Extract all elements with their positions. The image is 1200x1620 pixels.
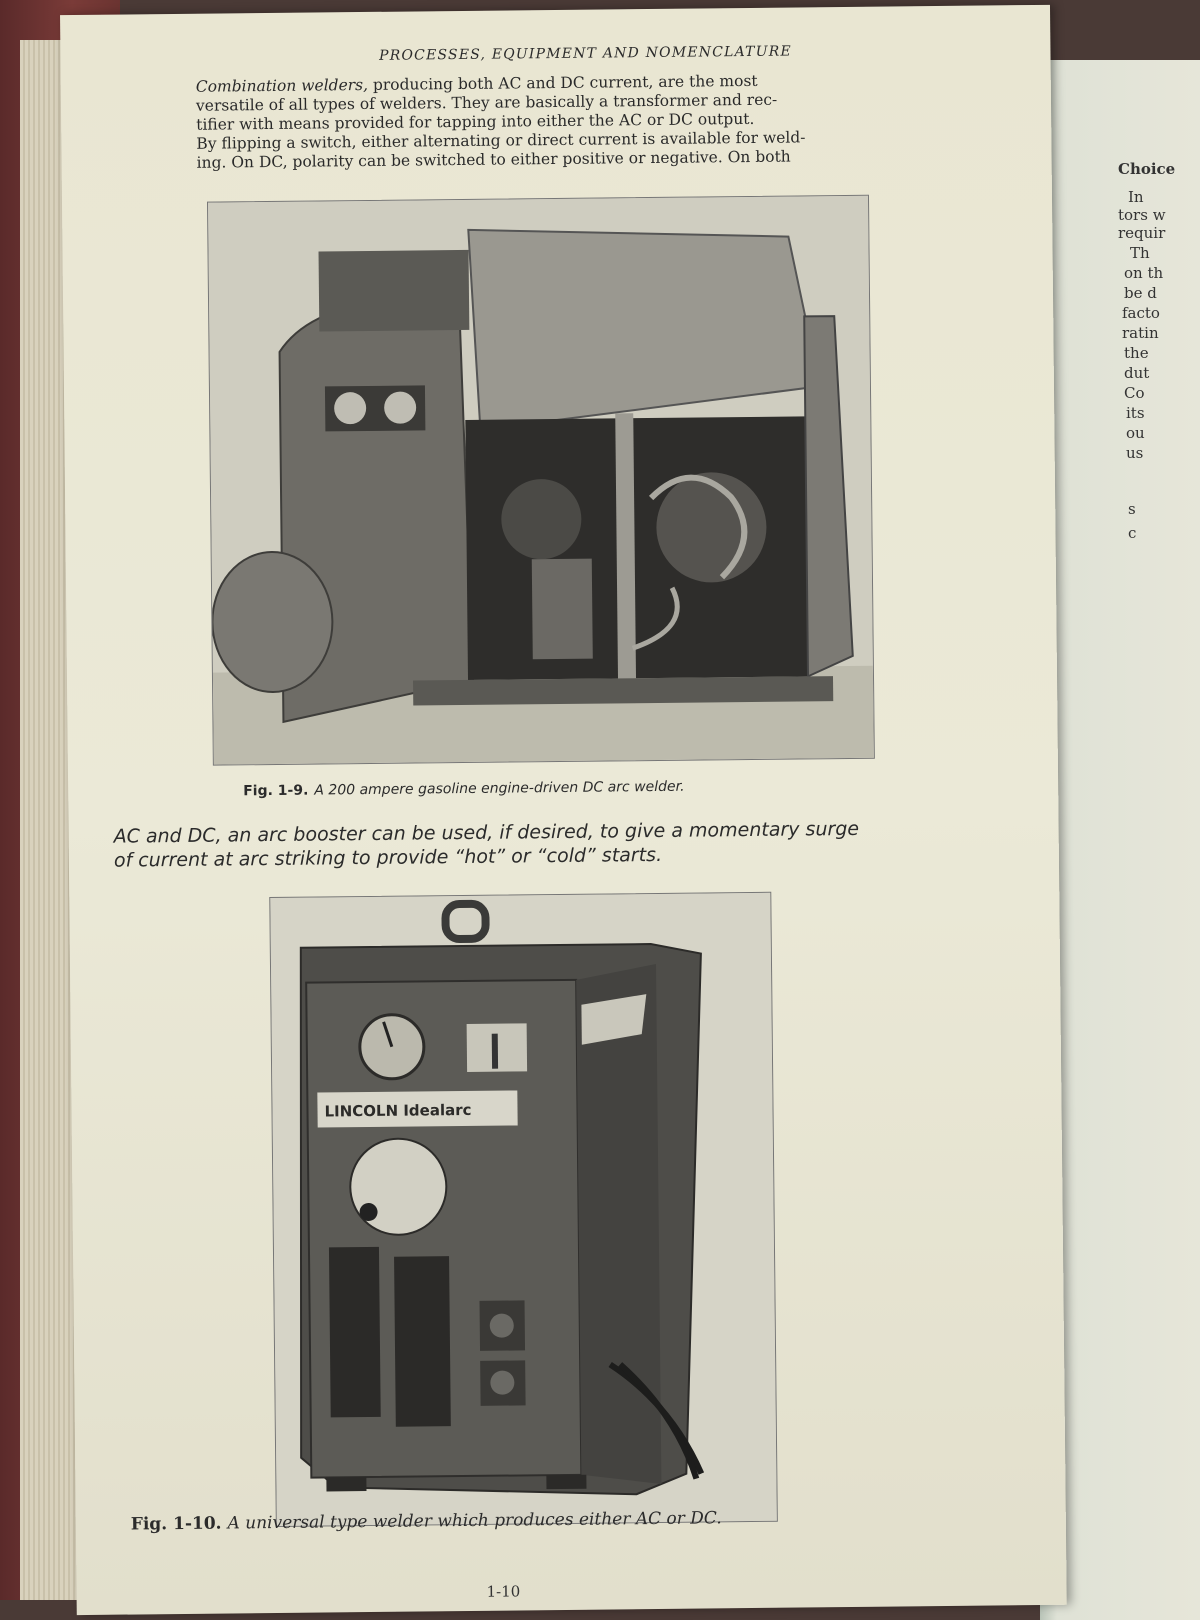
facing-page-fragment: us	[1126, 444, 1144, 462]
facing-page-fragment: on th	[1124, 264, 1164, 282]
paragraph-line: tifier with means provided for tapping into either the AC or DC output.	[196, 109, 755, 134]
figure-engine-driven-welder-photo	[207, 195, 875, 766]
facing-page-fragment: Choice	[1118, 160, 1176, 178]
universal-welder-illustration	[270, 893, 777, 1526]
facing-page-fragment: requir	[1118, 224, 1166, 242]
paragraph-line: AC and DC, an arc booster can be used, if desired, to give a momentary surge	[113, 817, 860, 848]
facing-page-fragment: ratin	[1122, 324, 1159, 342]
facing-page-fragment: dut	[1124, 364, 1150, 382]
facing-page-fragment: ou	[1126, 424, 1145, 442]
figure-caption-text: A 200 ampere gasoline engine-driven DC arc welder.	[314, 778, 685, 799]
line-text: producing both AC and DC current, are the most	[367, 71, 758, 94]
facing-page-fragment: be d	[1124, 284, 1157, 302]
paragraph-line: ing. On DC, polarity can be switched to either positive or negative. On both	[196, 147, 791, 172]
facing-page-fragment: Co	[1124, 384, 1145, 402]
italic-term: Combination welders,	[195, 75, 369, 96]
facing-page-fragment: its	[1126, 404, 1145, 422]
figure-universal-welder-photo	[269, 892, 778, 1527]
figure-1-10-caption	[131, 1508, 722, 1534]
welder-nameplate: LINCOLN Idealarc	[324, 1100, 472, 1121]
middle-paragraph	[114, 815, 1024, 873]
page-number: 1-10	[486, 1582, 521, 1601]
figure-caption-text: A universal type welder which produces either AC or DC.	[227, 1508, 722, 1534]
facing-page-fragment: Th	[1130, 244, 1150, 262]
facing-page-fragment: c	[1128, 524, 1137, 542]
figure-label: Fig. 1-10.	[130, 1513, 222, 1535]
top-paragraph	[196, 70, 977, 173]
figure-1-9-caption	[243, 779, 685, 800]
engine-welder-illustration	[208, 196, 874, 765]
paragraph-line: versatile of all types of welders. They are basically a transformer and rec-	[195, 90, 778, 115]
figure-label: Fig. 1-9.	[243, 782, 309, 800]
book-page	[60, 5, 1067, 1615]
facing-page-fragment: the	[1124, 344, 1149, 362]
paragraph-line: By flipping a switch, either alternating or direct current is available for weld-	[196, 128, 806, 153]
facing-page-fragment: In	[1128, 188, 1144, 206]
facing-page-fragment: facto	[1122, 304, 1160, 322]
paragraph-line: of current at arc striking to provide “hot” or “cold” starts.	[113, 843, 663, 872]
facing-page-fragment: tors w	[1118, 206, 1166, 224]
facing-page-fragment: s	[1128, 500, 1136, 518]
running-head: PROCESSES, EQUIPMENT AND NOMENCLATURE	[378, 43, 792, 64]
